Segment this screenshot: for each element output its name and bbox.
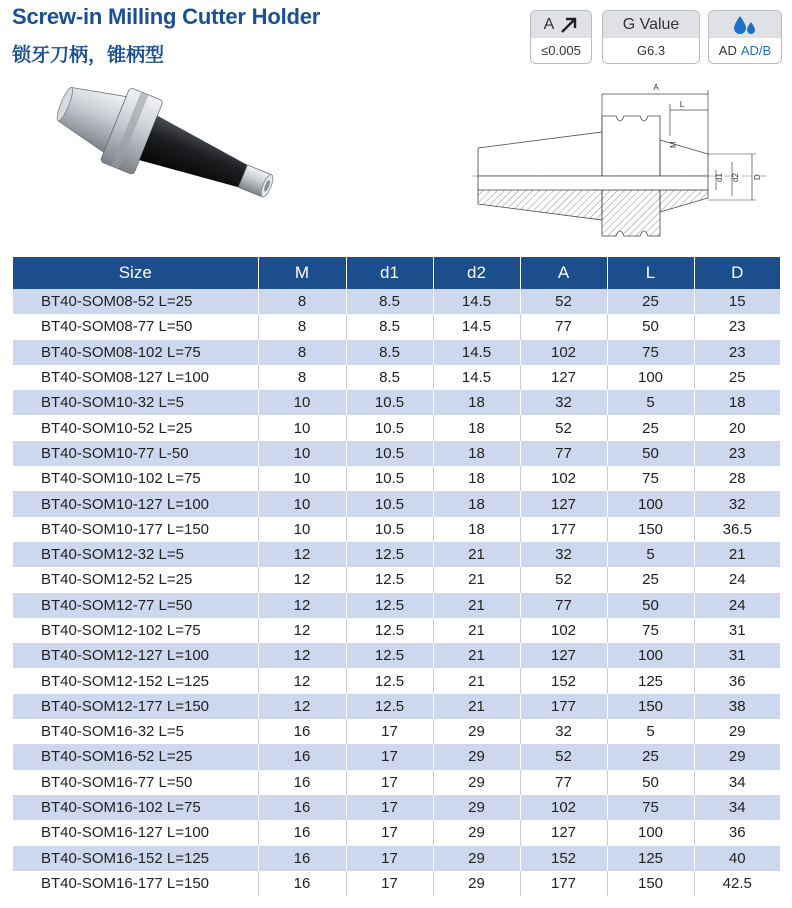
table-row [13, 491, 780, 516]
cell-m: 10 [258, 491, 346, 516]
cell-d1: 12.5 [346, 694, 433, 719]
cell-d1: 12.5 [346, 593, 433, 618]
cell-size: BT40-SOM12-52 L=25 [13, 567, 258, 592]
cell-d2: 21 [433, 643, 520, 668]
g-value-label: G Value [603, 11, 699, 38]
column-header-m: M [258, 257, 346, 289]
cell-d2: 18 [433, 441, 520, 466]
cell-d1: 12.5 [346, 668, 433, 693]
cell-m: 8 [258, 340, 346, 365]
page-subtitle-cn: 锁牙刀柄，锥柄型 [12, 45, 165, 66]
cell-d2: 18 [433, 491, 520, 516]
cell-size: BT40-SOM10-32 L=5 [13, 390, 258, 415]
cell-d2: 14.5 [433, 289, 520, 314]
cell-a: 152 [520, 846, 607, 871]
cell-d2: 29 [433, 719, 520, 744]
cell-l: 100 [607, 491, 694, 516]
cell-size: BT40-SOM10-52 L=25 [13, 415, 258, 440]
cell-d2: 29 [433, 744, 520, 769]
cell-a: 102 [520, 795, 607, 820]
cell-d1: 12.5 [346, 618, 433, 643]
cell-d1: 8.5 [346, 314, 433, 339]
cell-size: BT40-SOM10-127 L=100 [13, 491, 258, 516]
page-title: Screw-in Milling Cutter Holder [12, 4, 321, 29]
cell-d2: 29 [433, 770, 520, 795]
cell-d2: 29 [433, 795, 520, 820]
cell-m: 16 [258, 770, 346, 795]
cell-size: BT40-SOM08-77 L=50 [13, 314, 258, 339]
cell-l: 75 [607, 795, 694, 820]
dim-label-m: M [669, 141, 678, 148]
cell-m: 12 [258, 593, 346, 618]
cell-d2: 14.5 [433, 340, 520, 365]
cell-size: BT40-SOM16-177 L=150 [13, 871, 258, 896]
cell-d2: 21 [433, 542, 520, 567]
column-header-d: D [694, 257, 780, 289]
cell-m: 12 [258, 567, 346, 592]
cell-d: 20 [694, 415, 780, 440]
cell-d: 18 [694, 390, 780, 415]
cell-d1: 10.5 [346, 491, 433, 516]
table-row [13, 744, 780, 769]
cell-size: BT40-SOM10-177 L=150 [13, 517, 258, 542]
dim-label-l: L [679, 100, 685, 109]
cell-d1: 12.5 [346, 643, 433, 668]
cell-d: 40 [694, 846, 780, 871]
water-drops-icon [732, 14, 758, 36]
cell-d: 23 [694, 314, 780, 339]
cell-d1: 17 [346, 846, 433, 871]
cell-l: 50 [607, 314, 694, 339]
cell-a: 77 [520, 441, 607, 466]
cell-a: 52 [520, 415, 607, 440]
cell-m: 16 [258, 795, 346, 820]
accuracy-label: A [543, 15, 555, 33]
column-header-a: A [520, 257, 607, 289]
cell-l: 50 [607, 770, 694, 795]
table-row [13, 415, 780, 440]
column-header-d2: d2 [433, 257, 520, 289]
table-row [13, 365, 780, 390]
cell-l: 5 [607, 542, 694, 567]
cell-d2: 18 [433, 517, 520, 542]
cell-d: 29 [694, 744, 780, 769]
cell-d: 21 [694, 542, 780, 567]
cell-m: 16 [258, 846, 346, 871]
cell-d1: 17 [346, 795, 433, 820]
table-row [13, 593, 780, 618]
cell-size: BT40-SOM16-152 L=125 [13, 846, 258, 871]
cell-d: 34 [694, 770, 780, 795]
cell-l: 75 [607, 466, 694, 491]
cell-d1: 10.5 [346, 517, 433, 542]
cell-d: 38 [694, 694, 780, 719]
coolant-badge [708, 10, 782, 64]
cell-m: 10 [258, 441, 346, 466]
cell-d: 28 [694, 466, 780, 491]
table-row [13, 795, 780, 820]
cell-a: 77 [520, 593, 607, 618]
cell-d2: 21 [433, 567, 520, 592]
dim-label-d1: d1 [715, 173, 724, 182]
cell-m: 10 [258, 415, 346, 440]
cell-d1: 8.5 [346, 289, 433, 314]
table-row [13, 441, 780, 466]
cell-m: 10 [258, 517, 346, 542]
tool-holder-photo [48, 78, 298, 218]
cell-m: 8 [258, 314, 346, 339]
cell-l: 25 [607, 415, 694, 440]
cell-a: 52 [520, 567, 607, 592]
cell-size: BT40-SOM10-77 L-50 [13, 441, 258, 466]
cell-l: 75 [607, 618, 694, 643]
cell-d2: 21 [433, 593, 520, 618]
accuracy-badge [530, 10, 592, 64]
cell-size: BT40-SOM16-127 L=100 [13, 820, 258, 845]
cell-l: 25 [607, 289, 694, 314]
column-header-l: L [607, 257, 694, 289]
cell-d2: 29 [433, 820, 520, 845]
cell-a: 177 [520, 517, 607, 542]
cell-l: 150 [607, 694, 694, 719]
cell-size: BT40-SOM08-102 L=75 [13, 340, 258, 365]
cell-a: 102 [520, 340, 607, 365]
cell-l: 50 [607, 441, 694, 466]
cell-l: 100 [607, 643, 694, 668]
cell-d2: 14.5 [433, 314, 520, 339]
cell-d2: 29 [433, 846, 520, 871]
cell-m: 10 [258, 466, 346, 491]
coolant-ad: AD [718, 43, 737, 58]
cell-a: 32 [520, 390, 607, 415]
cell-d: 25 [694, 365, 780, 390]
dim-label-d: D [753, 174, 762, 180]
cell-d2: 21 [433, 618, 520, 643]
table-row [13, 719, 780, 744]
table-row [13, 466, 780, 491]
cell-l: 150 [607, 871, 694, 896]
g-value: G6.3 [636, 43, 666, 58]
cell-a: 152 [520, 668, 607, 693]
cell-l: 5 [607, 390, 694, 415]
table-row [13, 694, 780, 719]
cell-d: 42.5 [694, 871, 780, 896]
cell-a: 77 [520, 314, 607, 339]
cell-d2: 21 [433, 668, 520, 693]
cell-d: 23 [694, 340, 780, 365]
cell-d: 29 [694, 719, 780, 744]
g-value-badge [602, 10, 700, 64]
cell-l: 125 [607, 846, 694, 871]
cell-size: BT40-SOM08-127 L=100 [13, 365, 258, 390]
cell-d: 32 [694, 491, 780, 516]
dim-label-a: A [653, 83, 659, 92]
column-header-d1: d1 [346, 257, 433, 289]
cell-a: 102 [520, 466, 607, 491]
cell-a: 177 [520, 871, 607, 896]
table-row [13, 618, 780, 643]
cell-a: 127 [520, 643, 607, 668]
table-row [13, 846, 780, 871]
cell-a: 52 [520, 744, 607, 769]
cell-d1: 12.5 [346, 567, 433, 592]
table-row [13, 390, 780, 415]
cell-a: 127 [520, 820, 607, 845]
cell-l: 150 [607, 517, 694, 542]
cell-m: 16 [258, 820, 346, 845]
cell-size: BT40-SOM12-77 L=50 [13, 593, 258, 618]
cell-d1: 17 [346, 719, 433, 744]
cell-a: 52 [520, 289, 607, 314]
cell-d1: 17 [346, 770, 433, 795]
cell-m: 16 [258, 871, 346, 896]
cell-m: 16 [258, 719, 346, 744]
table-row [13, 770, 780, 795]
table-row [13, 314, 780, 339]
cell-d1: 10.5 [346, 466, 433, 491]
table-row [13, 643, 780, 668]
cell-d1: 12.5 [346, 542, 433, 567]
cell-d2: 18 [433, 415, 520, 440]
cell-m: 8 [258, 365, 346, 390]
cell-d1: 8.5 [346, 365, 433, 390]
table-row [13, 517, 780, 542]
cell-m: 10 [258, 390, 346, 415]
accuracy-value: ≤0.005 [541, 43, 581, 58]
cell-d2: 18 [433, 390, 520, 415]
cell-d: 31 [694, 643, 780, 668]
cell-d1: 8.5 [346, 340, 433, 365]
coolant-adb: AD/B [740, 43, 772, 58]
cell-m: 12 [258, 542, 346, 567]
table-row [13, 542, 780, 567]
cell-l: 100 [607, 820, 694, 845]
cell-d2: 21 [433, 694, 520, 719]
cell-d1: 10.5 [346, 441, 433, 466]
cell-d: 36.5 [694, 517, 780, 542]
dim-label-d2: d2 [731, 173, 740, 182]
cell-a: 127 [520, 365, 607, 390]
cell-d1: 17 [346, 744, 433, 769]
cell-a: 32 [520, 542, 607, 567]
cell-d: 23 [694, 441, 780, 466]
table-body [13, 289, 780, 896]
cell-a: 32 [520, 719, 607, 744]
cell-size: BT40-SOM12-127 L=100 [13, 643, 258, 668]
cell-d: 36 [694, 668, 780, 693]
table-row [13, 567, 780, 592]
cell-a: 102 [520, 618, 607, 643]
cell-d1: 10.5 [346, 390, 433, 415]
cell-m: 8 [258, 289, 346, 314]
cell-a: 127 [520, 491, 607, 516]
cell-m: 12 [258, 618, 346, 643]
cell-l: 25 [607, 744, 694, 769]
table-row [13, 668, 780, 693]
cell-d2: 18 [433, 466, 520, 491]
cell-size: BT40-SOM12-177 L=150 [13, 694, 258, 719]
cell-d1: 10.5 [346, 415, 433, 440]
cell-m: 12 [258, 694, 346, 719]
cell-d: 31 [694, 618, 780, 643]
table-row [13, 340, 780, 365]
cell-m: 12 [258, 643, 346, 668]
column-header-size: Size [13, 257, 258, 289]
cell-l: 50 [607, 593, 694, 618]
table-row [13, 871, 780, 896]
cell-l: 25 [607, 567, 694, 592]
cell-a: 177 [520, 694, 607, 719]
spec-table [13, 257, 780, 896]
cell-size: BT40-SOM12-32 L=5 [13, 542, 258, 567]
arrow-up-right-icon [560, 16, 578, 34]
table-header-row [13, 257, 780, 289]
cell-size: BT40-SOM10-102 L=75 [13, 466, 258, 491]
cell-d1: 17 [346, 820, 433, 845]
cell-m: 16 [258, 744, 346, 769]
cell-size: BT40-SOM16-32 L=5 [13, 719, 258, 744]
cell-size: BT40-SOM12-102 L=75 [13, 618, 258, 643]
cell-l: 5 [607, 719, 694, 744]
cell-size: BT40-SOM08-52 L=25 [13, 289, 258, 314]
cell-size: BT40-SOM16-102 L=75 [13, 795, 258, 820]
cell-d: 36 [694, 820, 780, 845]
cell-size: BT40-SOM16-52 L=25 [13, 744, 258, 769]
table-row [13, 820, 780, 845]
cell-size: BT40-SOM16-77 L=50 [13, 770, 258, 795]
cell-l: 75 [607, 340, 694, 365]
cell-l: 100 [607, 365, 694, 390]
cell-l: 125 [607, 668, 694, 693]
cell-d: 24 [694, 593, 780, 618]
table-row [13, 289, 780, 314]
cell-d1: 17 [346, 871, 433, 896]
cell-a: 77 [520, 770, 607, 795]
cell-d: 15 [694, 289, 780, 314]
cell-m: 12 [258, 668, 346, 693]
dimension-drawing [470, 76, 770, 246]
cell-d2: 14.5 [433, 365, 520, 390]
cell-d2: 29 [433, 871, 520, 896]
cell-size: BT40-SOM12-152 L=125 [13, 668, 258, 693]
cell-d: 24 [694, 567, 780, 592]
cell-d: 34 [694, 795, 780, 820]
